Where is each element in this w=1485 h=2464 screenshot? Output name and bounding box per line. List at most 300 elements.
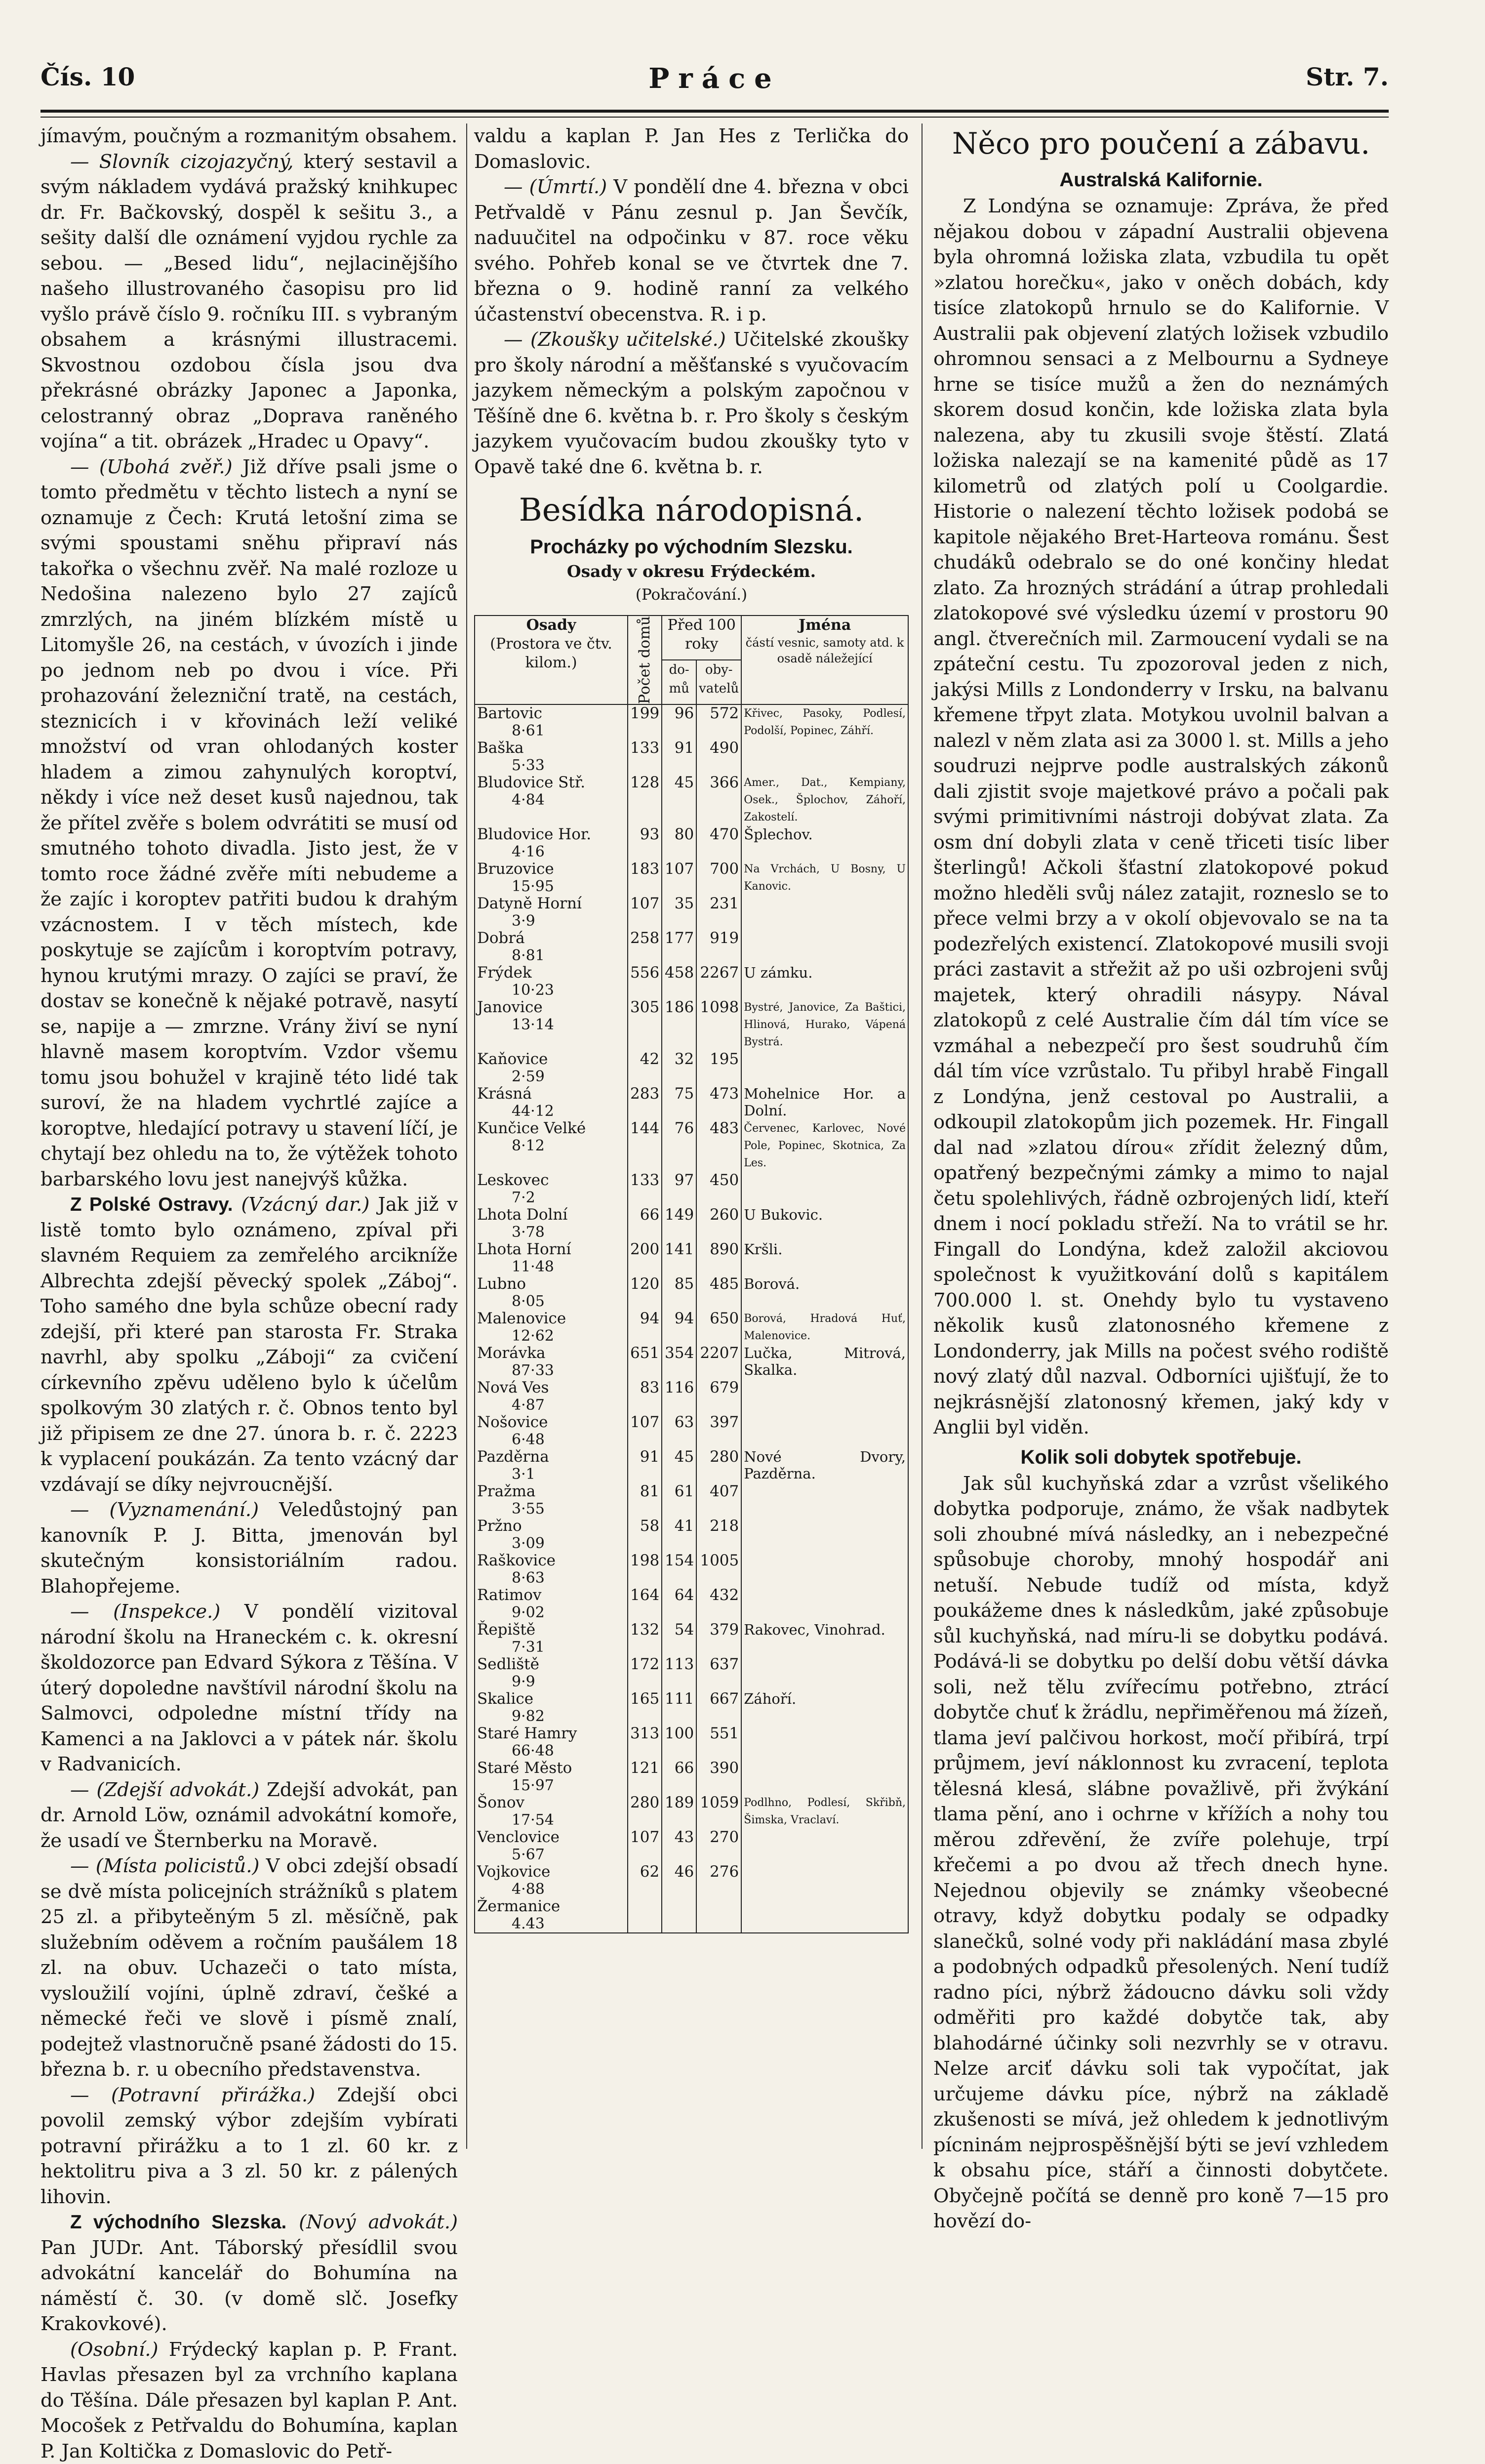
cell-old-pop: 366	[696, 774, 741, 826]
cell-houses: 58	[628, 1518, 662, 1552]
header-rule-thin	[40, 117, 1389, 118]
village-area: 5·33	[477, 757, 625, 774]
table-row	[475, 1587, 908, 1621]
cell-old-houses: 54	[662, 1621, 696, 1656]
village-cell	[475, 1760, 628, 1794]
paragraph: (Osobní.) Frýdecký kaplan p. P. Frant. Havlas přesazen byl za vrchního kaplana do Těšína. Dále přesazen byl kaplan P. Ant. Mocošek z Petřvaldu do Bohumína, kaplan P. Jan Koltička z Domaslovic do Petř-	[40, 2337, 458, 2464]
cell-old-pop: 270	[696, 1829, 741, 1863]
lead: — (Zkoušky učitelské.)	[504, 329, 726, 351]
cell-old-pop: 1059	[696, 1794, 741, 1829]
village-name: Lhota Horní	[477, 1240, 571, 1258]
village-area: 12·62	[477, 1327, 625, 1345]
cell-old-pop: 280	[696, 1448, 741, 1483]
village-area: 10·23	[477, 982, 625, 999]
article-heading: Australská Kalifornie.	[933, 166, 1389, 194]
village-name: Malenovice	[477, 1310, 566, 1327]
cell-old-pop: 700	[696, 861, 741, 895]
table-row	[475, 1172, 908, 1206]
cell-houses: 107	[628, 1829, 662, 1863]
table-row	[475, 1552, 908, 1587]
page-header	[40, 62, 1389, 122]
cell-old-pop: 2207	[696, 1345, 741, 1379]
cell-parts	[741, 1829, 908, 1863]
village-area: 6·48	[477, 1431, 625, 1448]
village-area: 87·33	[477, 1362, 625, 1379]
village-name: Bludovice Hor.	[477, 825, 591, 843]
village-name: Kunčice Velké	[477, 1119, 586, 1137]
cell-old-houses: 91	[662, 739, 696, 774]
cell-old-houses: 32	[662, 1051, 696, 1085]
village-name: Nová Ves	[477, 1379, 549, 1396]
cell-old-houses: 46	[662, 1863, 696, 1898]
cell-parts: Mohelnice Hor. a Dolní.	[741, 1085, 908, 1120]
paragraph: — (Úmrtí.) V pondělí dne 4. března v obci Petřvaldě v Pánu zesnul p. Jan Ševčík, naduučitel na odpočinku v 87. roce věku svého. Pohřeb konal se ve čtvrtek dne 7. března o 9. hodině ranní za velkého účastenství obecenstva. R. i p.	[474, 174, 909, 327]
village-area: 4·87	[477, 1396, 625, 1414]
cell-houses: 198	[628, 1552, 662, 1587]
lead: — Slovník cizojazyčný,	[70, 151, 294, 173]
lead: Z Polské Ostravy.	[70, 1194, 233, 1215]
cell-houses: 128	[628, 774, 662, 826]
cell-parts	[741, 1725, 908, 1760]
cell-old-pop: 2267	[696, 964, 741, 999]
cell-old-houses: 100	[662, 1725, 696, 1760]
cell-old-houses: 141	[662, 1241, 696, 1275]
cell-old-houses: 97	[662, 1172, 696, 1206]
cell-parts: Záhoří.	[741, 1690, 908, 1725]
table-row	[475, 1120, 908, 1172]
cell-old-pop: 485	[696, 1275, 741, 1310]
table-row	[475, 1275, 908, 1310]
cell-houses: 42	[628, 1051, 662, 1085]
continuation-note: (Pokračování.)	[474, 583, 909, 606]
table-row	[475, 1690, 908, 1725]
village-name: Krásná	[477, 1085, 532, 1103]
cell-houses: 66	[628, 1206, 662, 1241]
village-cell	[475, 1656, 628, 1690]
cell-houses: 81	[628, 1483, 662, 1518]
cell-old-houses: 41	[662, 1518, 696, 1552]
cell-houses: 172	[628, 1656, 662, 1690]
cell-old-houses: 45	[662, 1448, 696, 1483]
village-cell	[475, 774, 628, 826]
village-name: Šonov	[477, 1794, 524, 1811]
village-cell	[475, 1483, 628, 1518]
table-row	[475, 739, 908, 774]
cell-old-pop: 551	[696, 1725, 741, 1760]
header-obyv: oby-vatelů	[696, 660, 741, 704]
table-row	[475, 1483, 908, 1518]
village-name: Staré Hamry	[477, 1725, 577, 1742]
cell-parts: Borová, Hradová Huť, Malenovice.	[741, 1310, 908, 1345]
village-name: Leskovec	[477, 1171, 549, 1189]
table-row	[475, 1863, 908, 1898]
lead: — (Ubohá zvěř.)	[70, 456, 233, 478]
cell-old-houses: 64	[662, 1587, 696, 1621]
cell-parts: Šplechov.	[741, 826, 908, 861]
table-row	[475, 999, 908, 1051]
village-name: Lubno	[477, 1275, 526, 1293]
cell-old-houses: 354	[662, 1345, 696, 1379]
village-cell	[475, 739, 628, 774]
cell-parts	[741, 1518, 908, 1552]
column-3	[933, 123, 1389, 2149]
village-cell	[475, 1414, 628, 1448]
cell-houses: 199	[628, 704, 662, 739]
village-cell	[475, 1345, 628, 1379]
village-cell	[475, 1310, 628, 1345]
table-row	[475, 1085, 908, 1120]
cell-parts	[741, 1483, 908, 1518]
cell-houses: 164	[628, 1587, 662, 1621]
cell-houses: 83	[628, 1379, 662, 1414]
paragraph: jímavým, poučným a rozmanitým obsahem.	[40, 123, 458, 149]
village-cell	[475, 1379, 628, 1414]
cell-parts: Amer., Dat., Kempiany, Osek., Šplochov, Záhoří, Zakostelí.	[741, 774, 908, 826]
cell-houses: 107	[628, 895, 662, 930]
cell-old-houses: 61	[662, 1483, 696, 1518]
cell-old-houses: 63	[662, 1414, 696, 1448]
cell-parts: Nové Dvory, Pazděrna.	[741, 1448, 908, 1483]
table-row	[475, 826, 908, 861]
cell-old-houses: 85	[662, 1275, 696, 1310]
village-name: Staré Město	[477, 1759, 572, 1777]
village-area: 3·09	[477, 1535, 625, 1552]
village-name: Pazděrna	[477, 1448, 549, 1466]
village-name: Řepiště	[477, 1621, 535, 1639]
village-name: Morávka	[477, 1344, 546, 1362]
paragraph: — Slovník cizojazyčný, který sestavil a svým nákladem vydává pražský knihkupec dr. Fr. Bačkovský, dospěl k sešitu 3., a sešity další dle oznámení vyjdou rychle za sebou. — „Besed lidu“, nejlacinějšího našeho illustrovaného časopisu pro lid vyšlo právě číslo 9. ročníku III. s vybraným obsahem a krásnými illustracemi. Skvostnou ozdobou čísla jsou dva překrásné obrázky Japonec a Japonka, celostranný obraz „Doprava raněného vojína“ a tit. obrázek „Hradec u Opavy“.	[40, 149, 458, 454]
cell-houses	[628, 1898, 662, 1933]
cell-houses: 93	[628, 826, 662, 861]
village-area: 7·2	[477, 1189, 625, 1206]
column-1	[40, 123, 458, 2149]
cell-houses: 556	[628, 964, 662, 999]
village-name: Sedliště	[477, 1655, 539, 1673]
header-pred: Před 100 roky	[662, 616, 741, 660]
cell-old-houses: 154	[662, 1552, 696, 1587]
issue-number: Čís. 10	[40, 62, 135, 91]
village-area: 15·97	[477, 1777, 625, 1794]
village-area: 8·63	[477, 1569, 625, 1587]
cell-old-pop: 390	[696, 1760, 741, 1794]
village-cell	[475, 999, 628, 1051]
cell-houses: 107	[628, 1414, 662, 1448]
village-name: Bartovic	[477, 704, 542, 722]
village-name: Raškovice	[477, 1552, 556, 1569]
article-heading: Kolik soli dobytek spotřebuje.	[933, 1443, 1389, 1471]
cell-old-pop: 276	[696, 1863, 741, 1898]
village-cell	[475, 1621, 628, 1656]
village-area: 7·31	[477, 1639, 625, 1656]
cell-old-pop: 397	[696, 1414, 741, 1448]
cell-parts: Lučka, Mitrová, Skalka.	[741, 1345, 908, 1379]
cell-houses: 91	[628, 1448, 662, 1483]
paragraph: valdu a kaplan P. Jan Hes z Terlička do Domaslovic.	[474, 123, 909, 174]
cell-old-houses: 458	[662, 964, 696, 999]
cell-parts	[741, 1414, 908, 1448]
villages-table	[474, 615, 909, 1933]
village-area: 3·78	[477, 1224, 625, 1241]
header-jmena: Jména částí vesnic, samoty atd. k osadě náležející	[741, 616, 908, 704]
table-row	[475, 895, 908, 930]
article-title: Něco pro poučení a zábavu.	[933, 123, 1389, 164]
cell-parts	[741, 1051, 908, 1085]
table-row	[475, 1656, 908, 1690]
table-row	[475, 1310, 908, 1345]
cell-houses: 183	[628, 861, 662, 895]
lead: Z východního Slezska.	[70, 2212, 286, 2233]
cell-old-pop: 890	[696, 1241, 741, 1275]
cell-houses: 62	[628, 1863, 662, 1898]
paragraph: — (Vyznamenání.) Veledůstojný pan kanovník P. J. Bitta, jmenován byl skutečným konsistoriálním radou. Blahopřejeme.	[40, 1497, 458, 1599]
village-area: 13·14	[477, 1016, 625, 1033]
village-name: Kaňovice	[477, 1050, 548, 1068]
village-area: 9·02	[477, 1604, 625, 1621]
cell-old-houses: 43	[662, 1829, 696, 1863]
cell-houses: 313	[628, 1725, 662, 1760]
village-area: 66·48	[477, 1742, 625, 1760]
cell-old-houses: 76	[662, 1120, 696, 1172]
village-cell	[475, 1829, 628, 1863]
village-name: Ratimov	[477, 1586, 541, 1604]
cell-parts: Kršli.	[741, 1241, 908, 1275]
village-name: Dobrá	[477, 929, 525, 947]
lead: — (Potravní přirážka.)	[70, 2084, 315, 2106]
village-area: 15·95	[477, 878, 625, 895]
cell-old-houses: 149	[662, 1206, 696, 1241]
cell-old-houses: 75	[662, 1085, 696, 1120]
header-pocet: Počet domů	[628, 616, 662, 704]
table-row	[475, 1379, 908, 1414]
paragraph: — (Zkoušky učitelské.) Učitelské zkoušky pro školy národní a měšťanské s vyučovacím jazykem německým a polským započnou v Těšíně dne 6. května b. r. Pro školy s českým jazykem vyučovacím budou zkoušky tyto v Opavě také dne 6. května b. r.	[474, 327, 909, 480]
cell-houses: 200	[628, 1241, 662, 1275]
table-row	[475, 1621, 908, 1656]
paragraph: Z Polské Ostravy. (Vzácný dar.) Jak již v listě tomto bylo oznámeno, zpíval při slavném Requiem za zemřelého arcikníže Albrechta zdejší pěvecký spolek „Záboj“. Toho samého dne byla schůze obecní rady zdejší, při které pan starosta Fr. Straka navrhl, aby spolku „Záboji“ za cvičení církevního zpěvu uděleno bylo k účelům spolkovým 30 zlatých r. č. Obnos tento byl již připisem ze dne 27. února b. r. č. 2223 k vyplacení poukázán. Za tento vzácný dar vzdávají se díky nejvroucnější.	[40, 1192, 458, 1497]
cell-parts	[741, 930, 908, 964]
table-row	[475, 774, 908, 826]
section-subtitle: Procházky po východním Slezsku.	[474, 534, 909, 560]
lead: — (Zdejší advokát.)	[70, 1779, 259, 1801]
lead: — (Inspekce.)	[70, 1601, 220, 1623]
cell-old-pop: 572	[696, 704, 741, 739]
cell-old-houses: 107	[662, 861, 696, 895]
village-cell	[475, 1587, 628, 1621]
section-title: Besídka národopisná.	[474, 491, 909, 530]
cell-old-pop: 483	[696, 1120, 741, 1172]
table-row	[475, 1206, 908, 1241]
table-row	[475, 1241, 908, 1275]
cell-parts: Rakovec, Vinohrad.	[741, 1621, 908, 1656]
lead: (Osobní.)	[70, 2339, 159, 2361]
village-cell	[475, 1241, 628, 1275]
table-row	[475, 861, 908, 895]
table-row	[475, 1414, 908, 1448]
village-cell	[475, 1275, 628, 1310]
village-name: Skalice	[477, 1690, 533, 1708]
village-cell	[475, 861, 628, 895]
newspaper-title: Práce	[40, 62, 1389, 95]
cell-parts	[741, 739, 908, 774]
table-row	[475, 930, 908, 964]
cell-houses: 120	[628, 1275, 662, 1310]
cell-parts: Borová.	[741, 1275, 908, 1310]
village-cell	[475, 1051, 628, 1085]
column-2	[474, 123, 909, 2149]
villages-table-body	[475, 704, 908, 1933]
village-cell	[475, 1725, 628, 1760]
cell-houses: 94	[628, 1310, 662, 1345]
village-area: 44·12	[477, 1103, 625, 1120]
village-area: 4·84	[477, 791, 625, 809]
village-area: 8·05	[477, 1293, 625, 1310]
cell-parts	[741, 895, 908, 930]
village-cell	[475, 704, 628, 739]
cell-parts	[741, 1863, 908, 1898]
cell-parts	[741, 1656, 908, 1690]
cell-old-pop: 260	[696, 1206, 741, 1241]
cell-parts	[741, 1552, 908, 1587]
header-domu: do-mů	[662, 660, 696, 704]
cell-old-pop: 407	[696, 1483, 741, 1518]
cell-old-pop: 650	[696, 1310, 741, 1345]
cell-old-pop: 473	[696, 1085, 741, 1120]
lead: — (Úmrtí.)	[504, 176, 607, 198]
header-rule-thick	[40, 110, 1389, 113]
cell-houses: 305	[628, 999, 662, 1051]
village-area: 2·59	[477, 1068, 625, 1085]
cell-old-pop: 1005	[696, 1552, 741, 1587]
cell-houses: 132	[628, 1621, 662, 1656]
table-row	[475, 1898, 908, 1933]
table-row	[475, 704, 908, 739]
cell-parts	[741, 1379, 908, 1414]
cell-old-houses: 35	[662, 895, 696, 930]
cell-parts	[741, 1760, 908, 1794]
cell-parts: Na Vrchách, U Bosny, U Kanovic.	[741, 861, 908, 895]
village-name: Pržno	[477, 1517, 522, 1535]
village-cell	[475, 895, 628, 930]
cell-houses: 283	[628, 1085, 662, 1120]
village-name: Bludovice Stř.	[477, 774, 585, 791]
cell-old-pop: 432	[696, 1587, 741, 1621]
header-osady: Osady (Prostora ve čtv. kilom.)	[475, 616, 628, 704]
cell-old-houses	[662, 1898, 696, 1933]
village-name: Pražma	[477, 1482, 535, 1500]
cell-old-houses: 45	[662, 774, 696, 826]
cell-houses: 258	[628, 930, 662, 964]
paragraph: — (Zdejší advokát.) Zdejší advokát, pan dr. Arnold Löw, oznámil advokátní komoře, že usadí ve Šternberku na Moravě.	[40, 1777, 458, 1854]
cell-parts	[741, 1587, 908, 1621]
cell-old-houses: 111	[662, 1690, 696, 1725]
table-row	[475, 1725, 908, 1760]
cell-houses: 133	[628, 739, 662, 774]
village-area: 3·9	[477, 912, 625, 930]
village-name: Frýdek	[477, 964, 532, 982]
village-cell	[475, 1898, 628, 1933]
table-row	[475, 1760, 908, 1794]
village-cell	[475, 930, 628, 964]
village-area: 4·16	[477, 843, 625, 861]
village-cell	[475, 1552, 628, 1587]
cell-houses: 144	[628, 1120, 662, 1172]
cell-old-houses: 189	[662, 1794, 696, 1829]
cell-old-pop: 919	[696, 930, 741, 964]
cell-parts: U Bukovic.	[741, 1206, 908, 1241]
village-area: 9·82	[477, 1708, 625, 1725]
cell-old-pop: 231	[696, 895, 741, 930]
cell-parts: Podlhno, Podlesí, Skřibň, Šimska, Vraclaví.	[741, 1794, 908, 1829]
table-row	[475, 964, 908, 999]
village-name: Nošovice	[477, 1413, 548, 1431]
cell-parts: Bystré, Janovice, Za Baštici, Hlinová, Hurako, Vápená Bystrá.	[741, 999, 908, 1051]
column-divider-2	[922, 123, 923, 2149]
cell-old-houses: 186	[662, 999, 696, 1051]
column-divider-1	[466, 123, 467, 2149]
village-cell	[475, 1172, 628, 1206]
table-row	[475, 1051, 908, 1085]
village-cell	[475, 1690, 628, 1725]
cell-houses: 651	[628, 1345, 662, 1379]
cell-houses: 133	[628, 1172, 662, 1206]
cell-parts: Červenec, Karlovec, Nové Pole, Popinec, Skotnica, Za Les.	[741, 1120, 908, 1172]
village-area: 8·61	[477, 722, 625, 739]
cell-houses: 121	[628, 1760, 662, 1794]
village-area: 9·9	[477, 1673, 625, 1690]
paragraph: — (Inspekce.) V pondělí vizitoval národní školu na Hraneckém c. k. okresní školdozorce pan Edvard Sýkora z Těšína. V úterý dopoledne navštívil národní školu na Salmovci, odpoledne místní třídy na Kamenci a na Jaklovci a v pátek nár. školu v Radvanicích.	[40, 1599, 458, 1777]
cell-old-pop: 470	[696, 826, 741, 861]
cell-parts	[741, 1898, 908, 1933]
village-area: 3·55	[477, 1500, 625, 1518]
village-area: 8·12	[477, 1137, 625, 1154]
paragraph: — (Místa policistů.) V obci zdejší obsadí se dvě místa policejních strážníků s platem 25 zl. a přibyteěným 5 zl. měsíčně, pak služebním oděvem a ročním paušálem 18 zl. na obuv. Uchazeči o tato místa, vysloužilí vojíni, úplně zdraví, češké a německé řeči ve slově i písmě znalí, podejtež vlastnoručně psané žádosti do 15. března b. r. u obecního představenstva.	[40, 1853, 458, 2083]
cell-old-pop: 679	[696, 1379, 741, 1414]
village-area: 4·88	[477, 1881, 625, 1898]
village-name: Datyně Horní	[477, 895, 582, 912]
village-name: Venclovice	[477, 1828, 560, 1846]
village-name: Žermanice	[477, 1897, 560, 1915]
cell-old-houses: 80	[662, 826, 696, 861]
village-name: Janovice	[477, 998, 543, 1016]
cell-parts: U zámku.	[741, 964, 908, 999]
village-cell	[475, 1863, 628, 1898]
paragraph: — (Potravní přirážka.) Zdejší obci povolil zemský výbor zdejším vybírati potravní přirážku a to 1 zl. 60 kr. z hektolitru piva a 3 zl. 50 kr. z pálených lihovin.	[40, 2083, 458, 2210]
village-area: 11·48	[477, 1258, 625, 1275]
cell-old-pop: 379	[696, 1621, 741, 1656]
paragraph: Z Londýna se oznamuje: Zpráva, že před nějakou dobou v západní Australii objevena byla ohromná ložiska zlata, vzbudila tu opět »zlatou horečku«, jako v oněch dobách, kdy tisíce zlatokopů hrnulo se do Kalifornie. V Australii pak objevení zlatých ložisek vzbudilo ohromnou sensaci a z Melbournu a Sydneye hrne se tisíce mužů a žen do neznámých skorem dosud končin, kde ložiska zlata byla nalezena, aby tu zkusili svoje štěstí. Zlatá ložiska nalezají se na kamenité půdě as 17 kilometrů od zlatých polí u Coolgardie. Historie o nalezení těchto ložisek podobá se kapitole nějakého Bret-Harteova románu. Šest chudáků odebralo se do oné končiny hledat zlato. Za hrozných strádání a útrap prohledali zlatokopové své výsledku území v prostoru 90 angl. čtverečních mil. Zarmoucení vydali se na zpáteční cestu. Tu zpozoroval jeden z nich, jakýsi Mills z Londonderry v Irsku, na balvanu křemene třpyt zlata. Motykou uvolnil balvan a nalezl v něm zlata asi za 3000 l. st. Mills a jeho soudruzi nejprve podle australských zákonů dali zjistit svoje majetkové právo a počali pak svými primitivními nástroji dobývat zlata. Za osm dní dobyli zlata v ceně třiceti tisíc liber šterlingů! Ačkoli šťastní zlatokopové pokud možno hleděli svůj nález zatajit, rozneslo se to přece velmi brzy a v okolí objevovalo se na ta podezřelých existencí. Zlatokopové musili svoji práci zastavit a střežit až po uši ozbrojeni svůj majetek, který ohradili násypy. Nával zlatokopů z celé Australie čím dál tím více se vzmáhal a nebezpečí pro šest soudruhů čím dál tím více vzrůstalo. Tu přibyl hrabě Fingall z Londýna, jenž cestoval po Australii, a odkoupil zlatokopům jich pozemek. Hr. Fingall dal nad »zlatou dírou« zřídit železný dům, opatřený bezpečnými zámky a mimo to najal četu spolehlivých, řádně ozbrojených lidí, kteří dnem i nocí pokladu střeží. Na to vrátil se hr. Fingall do Londýna, kdež založil akciovou společnost k využitkování dolů s kapitálem 700.000 l. st. Onehdy bylo tu vystaveno několik kusů zlatonosného křemene z Londonderry, jak Mills na počest svého rodiště nový zlatý důl nazval. Odborníci ujišťují, že to nejkrásnější zlatonosný křemen, jaký kdy v Anglii byl viděn.	[933, 194, 1389, 1440]
table-row	[475, 1829, 908, 1863]
village-area: 17·54	[477, 1811, 625, 1829]
cell-old-pop: 1098	[696, 999, 741, 1051]
village-name: Bruzovice	[477, 860, 554, 878]
cell-old-pop: 667	[696, 1690, 741, 1725]
cell-old-houses: 66	[662, 1760, 696, 1794]
page-number: Str. 7.	[1306, 62, 1389, 91]
cell-old-houses: 113	[662, 1656, 696, 1690]
section-subtitle-2: Osady v okresu Frýdeckém.	[474, 560, 909, 583]
cell-old-pop: 218	[696, 1518, 741, 1552]
village-cell	[475, 1206, 628, 1241]
cell-parts: Křivec, Pasoky, Podlesí, Podolší, Popinec, Záhří.	[741, 704, 908, 739]
village-cell	[475, 1518, 628, 1552]
paragraph: — (Ubohá zvěř.) Již dříve psali jsme o tomto předmětu v těchto listech a nyní se oznamuje z Čech: Krutá letošní zima se svými spoustami sněhu připraví nás takořka o všechnu zvěř. Na malé rozloze u Nedošina nalezeno bylo 27 zajíců zmrzlých, na jiném blízkém místě u Litomyšle 26, na cestách, v úvozích i jinde po jednom neb po dvou i více. Při prohazování železniční tratě, na cestách, steznicích i v křovinách leží veliké množství od vran ohlodaných koster hladem a zimou zahynulých koroptví, někdy i více než deset kusů najednou, tak že přítel zvěře s bolem odvrátiti se musí od smutného tohoto divadla. Jisto jest, že v tomto roce žádné zvěře míti nebudeme a že zajíc i koroptev patřiti budou k drahým vzácnostem. I v těch místech, kde poskytuje se zajícům i koroptvím potravy, hynou krutými mrazy. O zajíci se praví, že dostav se konečně k nějaké potravě, nasytí se, napije a — zmrzne. Vrány živí se nyní hlavně masem koroptvím. Vzdor všemu tomu jsou bohužel v krajině této lidé tak suroví, že na hladem vychrtlé zajíce a koroptve, hledající potravy u stavení líčí, je chytají bez ohledu na to, že výtěžek tohoto barbarského lovu jest nanejvýš kůžka.	[40, 454, 458, 1192]
village-cell	[475, 1794, 628, 1829]
village-area: 5·67	[477, 1846, 625, 1863]
cell-old-houses: 116	[662, 1379, 696, 1414]
cell-old-pop: 195	[696, 1051, 741, 1085]
village-area: 8·81	[477, 947, 625, 964]
cell-houses: 280	[628, 1794, 662, 1829]
village-cell	[475, 1085, 628, 1120]
